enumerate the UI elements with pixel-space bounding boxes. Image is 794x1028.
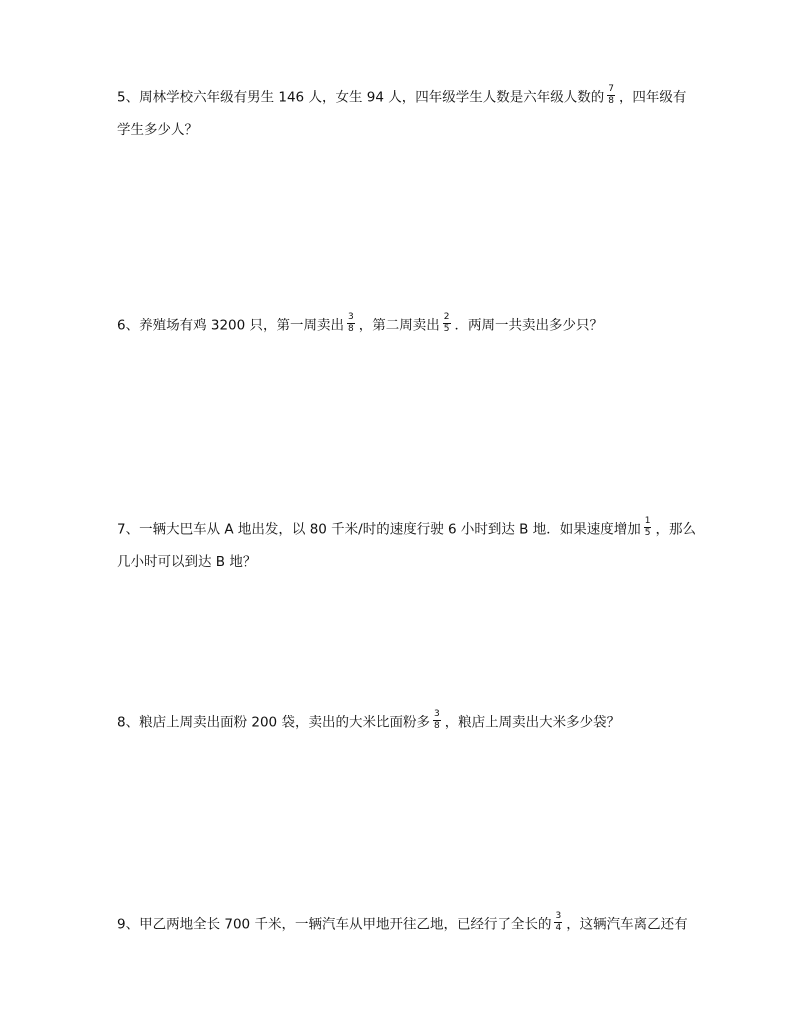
problem-7-text-before: 7、一辆大巴车从 A 地出发，以 80 千米/时的速度行驶 6 小时到达 B 地．如果速度增加 bbox=[117, 521, 641, 538]
fraction-denominator: 5 bbox=[443, 324, 450, 334]
problem-5-text-after: ，四年级有 bbox=[618, 89, 687, 106]
problem-8-text-after: ，粮店上周卖出大米多少袋？ bbox=[444, 714, 621, 731]
problem-5-line-2 bbox=[117, 120, 198, 140]
fraction-numerator: 2 bbox=[443, 312, 450, 322]
fraction bbox=[644, 517, 652, 538]
problem-5-line-1 bbox=[117, 84, 687, 108]
fraction-denominator: 8 bbox=[608, 96, 614, 106]
problem-6-text-middle: ，第二周卖出 bbox=[358, 317, 440, 334]
problem-9-text-before: 9、甲乙两地全长 700 千米，一辆汽车从甲地开往乙地，已经行了全长的 bbox=[117, 916, 552, 933]
fraction-numerator: 3 bbox=[348, 312, 354, 322]
fraction-numerator: 3 bbox=[555, 911, 562, 921]
problem-6-text-before: 6、养殖场有鸡 3200 只，第一周卖出 bbox=[117, 317, 345, 334]
problem-9-text-after: ，这辆汽车离乙还有 bbox=[566, 916, 688, 933]
fraction bbox=[607, 85, 615, 106]
fraction-denominator: 8 bbox=[348, 324, 354, 334]
problem-8-text-before: 8、粮店上周卖出面粉 200 袋，卖出的大米比面粉多 bbox=[117, 714, 430, 731]
problem-6-line-1 bbox=[117, 312, 603, 336]
problem-8-line-1 bbox=[117, 709, 621, 733]
fraction-denominator: 4 bbox=[555, 923, 562, 933]
fraction-numerator: 7 bbox=[608, 84, 614, 94]
fraction-denominator: 5 bbox=[644, 528, 651, 538]
fraction bbox=[443, 313, 451, 334]
fraction-denominator: 8 bbox=[433, 721, 440, 731]
problem-5-text-before: 5、周林学校六年级有男生 146 人，女生 94 人，四年级学生人数是六年级人数的 bbox=[117, 89, 605, 106]
problem-7-text-continued: 几小时可以到达 B 地？ bbox=[117, 554, 257, 570]
fraction-numerator: 3 bbox=[433, 709, 440, 719]
fraction bbox=[554, 912, 562, 933]
fraction bbox=[433, 710, 441, 731]
problem-7-line-2 bbox=[117, 552, 256, 572]
problem-7-line-1 bbox=[117, 516, 696, 540]
problem-9-line-1 bbox=[117, 911, 688, 935]
problem-6-text-after: ．两周一共卖出多少只？ bbox=[454, 317, 603, 334]
fraction bbox=[347, 313, 355, 334]
problem-5-text-continued: 学生多少人？ bbox=[117, 122, 198, 138]
problem-7-text-after: ，那么 bbox=[655, 521, 696, 538]
fraction-numerator: 1 bbox=[644, 516, 651, 526]
